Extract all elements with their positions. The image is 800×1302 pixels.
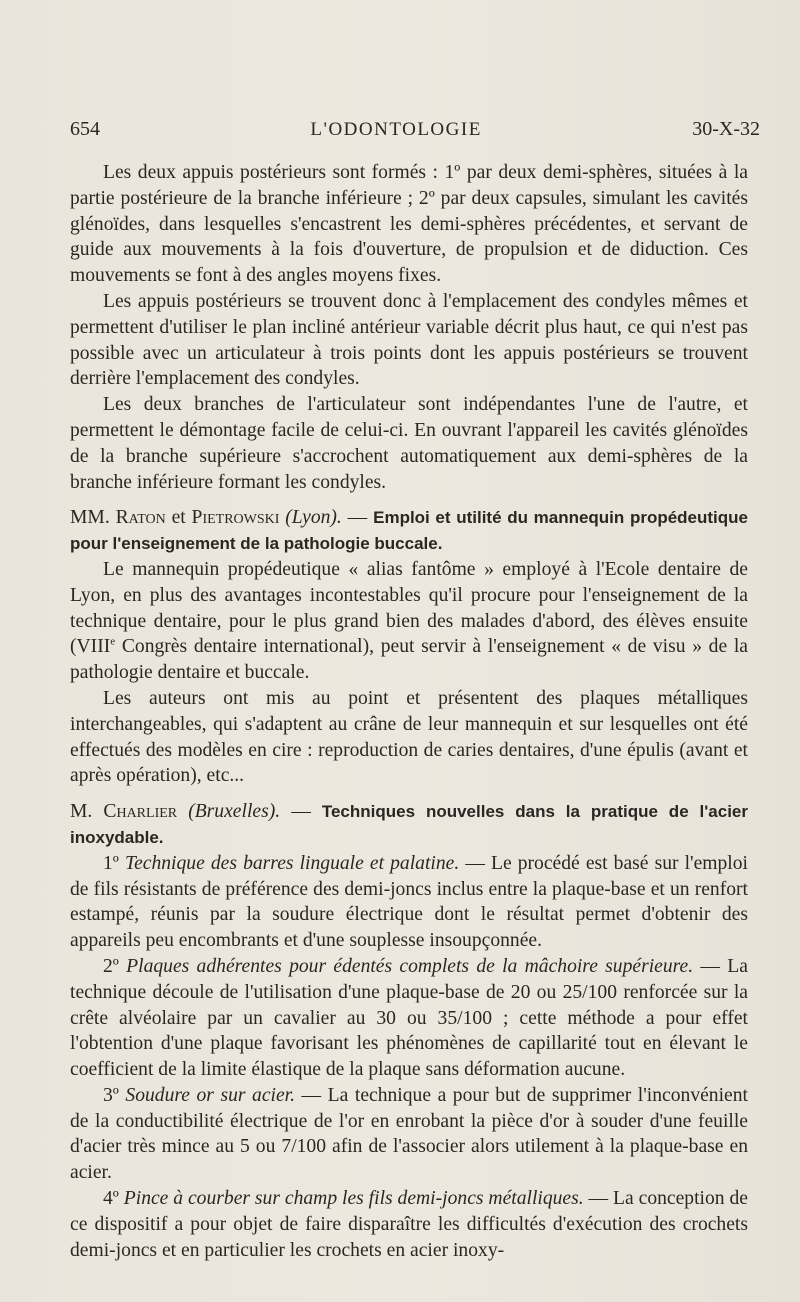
page-number: 654 bbox=[70, 118, 100, 140]
running-header bbox=[70, 118, 760, 141]
author-place: (Lyon). bbox=[285, 507, 342, 529]
communication-title: Techniques nouvelles dans la pratique de l'acier inoxydable. bbox=[70, 802, 748, 847]
paragraph: Les deux branches de l'articulateur sont indépendantes l'une de l'autre, et permettent le démontage facile de celui-ci. En ouvrant l'appareil les cavités glénoïdes de la branche supérieure s'accrochent automatiquement aux demi-sphères de la branche inférieure formant les condyles. bbox=[70, 394, 748, 493]
item-number: 4º bbox=[103, 1188, 124, 1210]
item-number: 3º bbox=[103, 1084, 126, 1106]
numbered-paragraph bbox=[70, 1083, 748, 1186]
paragraph-text: Le mannequin propédeutique « alias fantôme » employé à l'Ecole dentaire de Lyon, en plus des avantages incontestables qu'il procure pour l'enseignement de la technique dentaire, pour le plus grand bien des malades d'abord, des élèves ensuite (VIII bbox=[70, 558, 748, 658]
author-name: Pietrowski bbox=[191, 507, 280, 529]
superscript: e bbox=[110, 635, 116, 648]
journal-title: L'ODONTOLOGIE bbox=[310, 119, 482, 140]
paragraph-text: Congrès dentaire international), peut servir à l'enseignement « de visu » de la pathologie dentaire et buccale. bbox=[70, 636, 748, 684]
communication-entry bbox=[70, 799, 748, 851]
item-title: Plaques adhérentes pour édentés complets de la mâchoire supérieure. bbox=[126, 955, 694, 977]
issue-date: 30-X-32 bbox=[692, 118, 760, 140]
paragraph: Les auteurs ont mis au point et présentent des plaques métalliques interchangeables, qui s'adaptent au crâne de leur mannequin et sur lesquelles ont été effectués des modèles en cire : reproduction de caries dentaires, d'une épulis (avant et après opération), etc... bbox=[70, 687, 748, 787]
numbered-paragraph bbox=[70, 954, 748, 1083]
conjunction: et bbox=[165, 507, 192, 529]
page-body bbox=[70, 160, 748, 1263]
item-text: — La technique découle de l'utilisation d'une plaque-base de 20 ou 25/100 renforcée sur la crête alvéolaire par un cavalier au 30 ou 35/100 ; cette méthode a pour effet l'obtention d'une plaque favorisant les phénomènes de capillarité tout en élevant le coefficient de la limite élastique de la plaque sans déformation aucune. bbox=[70, 955, 748, 1081]
dash: — bbox=[280, 801, 322, 823]
author-name: Raton bbox=[115, 507, 166, 529]
authors-prefix: MM. bbox=[70, 507, 116, 529]
numbered-paragraph bbox=[70, 1186, 748, 1263]
item-title: Soudure or sur acier. bbox=[125, 1084, 296, 1106]
author-name: Charlier bbox=[103, 801, 178, 823]
item-title: Pince à courber sur champ les fils demi-joncs métalliques. bbox=[123, 1188, 584, 1210]
author-place: (Bruxelles). bbox=[188, 801, 281, 823]
numbered-paragraph bbox=[70, 851, 748, 954]
authors-prefix: M. bbox=[70, 801, 104, 823]
paragraph bbox=[70, 557, 748, 686]
communication-title: Emploi et utilité du mannequin propédeutique pour l'enseignement de la pathologie buccale. bbox=[70, 508, 748, 554]
item-text: — La conception de ce dispositif a pour objet de faire disparaître les difficultés d'exécution des crochets demi-joncs et en particulier les crochets en acier inoxy- bbox=[70, 1188, 748, 1261]
item-number: 1º bbox=[103, 852, 125, 874]
paragraph: Les appuis postérieurs se trouvent donc à l'emplacement des condyles mêmes et permettent d'utiliser le plan incliné antérieur variable décrit plus haut, ce qui n'est pas possible avec un articulateur à trois points dont les appuis postérieurs se trouvent derrière l'emplacement des condyles. bbox=[70, 290, 748, 390]
communication-entry bbox=[70, 505, 748, 557]
item-text: — Le procédé est basé sur l'emploi de fils résistants de préférence des demi-joncs inclus entre la plaque-base et un renfort estampé, réunis par la soudure électrique dont le résultat permet d'obtenir des appareils peu encombrants et d'une souplesse insoupçonnée. bbox=[70, 852, 748, 952]
item-number: 2º bbox=[103, 955, 127, 977]
item-title: Technique des barres linguale et palatine. bbox=[124, 852, 460, 874]
item-text: — La technique a pour but de supprimer l'inconvénient de la conductibilité électrique de l'or en enrobant la pièce d'or à souder d'une feuille d'acier très mince au 5 ou 7/100 afin de l'associer alors utilement à la plaque-base en acier. bbox=[70, 1084, 748, 1184]
dash: — bbox=[341, 507, 374, 529]
paragraph: Les deux appuis postérieurs sont formés : 1º par deux demi-sphères, situées à la partie postérieure de la branche inférieure ; 2º par deux capsules, simulant les cavités glénoïdes, dans lesquelles s'encastrent les demi-sphères précédentes, et servant de guide aux mouvements à la fois d'ouverture, de propulsion et de diduction. Ces mouvements se font à des angles moyens fixes. bbox=[70, 162, 748, 287]
